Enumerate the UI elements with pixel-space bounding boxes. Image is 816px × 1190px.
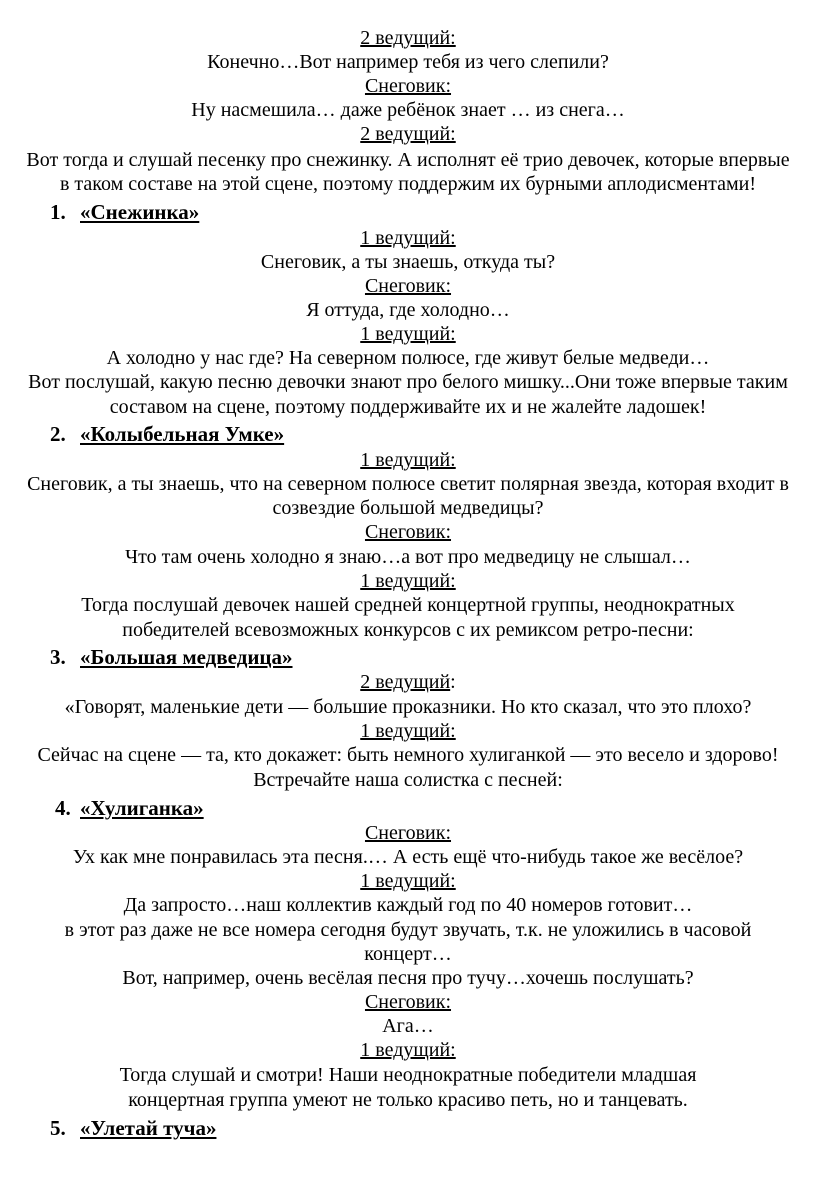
speaker-name: Снеговик: xyxy=(364,991,452,1013)
song-title: «Снежинка» xyxy=(80,200,200,224)
song-number: 3. xyxy=(50,645,66,669)
text-line: составом на сцене, поэтому поддерживайте их и не жалейте ладошек! xyxy=(109,396,707,418)
text-line: концертная группа умеют не только красиво петь, но и танцевать. xyxy=(128,1089,688,1111)
speaker-label xyxy=(0,520,816,544)
speaker-label xyxy=(0,26,816,50)
text-line: Встречайте наша солистка с песней: xyxy=(253,769,563,791)
text-line: Ну насмешила… даже ребёнок знает … из снега… xyxy=(191,99,625,121)
speaker-label xyxy=(0,226,816,250)
speaker-name: 1 ведущий: xyxy=(360,720,456,742)
text-line: Вот тогда и слушай песенку про снежинку. А исполнят её трио девочек, которые впервые xyxy=(26,149,790,171)
speaker-label xyxy=(0,1038,816,1062)
text-line: концерт… xyxy=(364,943,452,965)
text-line: Ух как мне понравилась эта песня.… А есть ещё что-нибудь такое же весёлое? xyxy=(72,846,744,868)
speaker-name: 1 ведущий: xyxy=(360,570,456,592)
speaker-label xyxy=(0,670,816,694)
speaker-label xyxy=(0,719,816,743)
song-number: 5. xyxy=(50,1116,66,1140)
text-line: Да запросто…наш коллектив каждый год по 40 номеров готовит… xyxy=(123,894,693,916)
text-line: в этот раз даже не все номера сегодня будут звучать, т.к. не уложились в часовой xyxy=(64,919,752,941)
text-line: Что там очень холодно я знаю…а вот про медведицу не слышал… xyxy=(125,546,691,568)
speaker-label xyxy=(0,74,816,98)
speaker-colon: : xyxy=(450,671,456,693)
speaker-label xyxy=(0,990,816,1014)
song-title: «Большая медведица» xyxy=(80,645,293,669)
song-title: «Улетай туча» xyxy=(80,1116,217,1140)
song-title: «Колыбельная Умке» xyxy=(80,422,285,446)
speaker-name: 2 ведущий xyxy=(360,671,451,693)
text-line: победителей всевозможных конкурсов с их ремиксом ретро-песни: xyxy=(122,619,694,641)
text-line: Снеговик, а ты знаешь, откуда ты? xyxy=(260,251,556,273)
speaker-name: 2 ведущий: xyxy=(360,27,456,49)
speaker-name: 1 ведущий: xyxy=(360,870,456,892)
speaker-name: 1 ведущий: xyxy=(360,449,456,471)
text-line: Ага… xyxy=(382,1015,434,1037)
speaker-label xyxy=(0,448,816,472)
song-number: 2. xyxy=(50,422,66,446)
text-line: Снеговик, а ты знаешь, что на северном полюсе светит полярная звезда, которая входит в xyxy=(27,473,789,495)
speaker-label xyxy=(0,322,816,346)
text-line: Я оттуда, где холодно… xyxy=(306,299,510,321)
text-line: Тогда слушай и смотри! Наши неоднократные победители младшая xyxy=(119,1064,697,1086)
song-title: «Хулиганка» xyxy=(80,796,204,820)
speaker-label xyxy=(0,869,816,893)
speaker-name: Снеговик: xyxy=(364,521,452,543)
speaker-label xyxy=(0,274,816,298)
text-line: Вот послушай, какую песню девочки знают про белого мишку...Они тоже впервые таким xyxy=(28,371,788,393)
speaker-name: 1 ведущий: xyxy=(360,1039,456,1061)
speaker-name: 2 ведущий: xyxy=(360,123,456,145)
speaker-label xyxy=(0,569,816,593)
speaker-name: 1 ведущий: xyxy=(360,227,456,249)
text-line: Вот, например, очень весёлая песня про тучу…хочешь послушать? xyxy=(122,967,694,989)
text-line: в таком составе на этой сцене, поэтому поддержим их бурными аплодисментами! xyxy=(59,173,756,195)
speaker-name: Снеговик: xyxy=(364,822,452,844)
speaker-name: Снеговик: xyxy=(364,275,452,297)
text-line: «Говорят, маленькие дети — большие проказники. Но кто сказал, что это плохо? xyxy=(64,696,752,718)
speaker-label xyxy=(0,821,816,845)
text-line: Конечно…Вот например тебя из чего слепили? xyxy=(207,51,609,73)
song-number: 4. xyxy=(55,796,71,820)
text-line: Тогда послушай девочек нашей средней концертной группы, неоднократных xyxy=(81,594,735,616)
speaker-name: Снеговик: xyxy=(364,75,452,97)
speaker-name: 1 ведущий: xyxy=(360,323,456,345)
text-line: созвездие большой медведицы? xyxy=(272,497,544,519)
text-line: А холодно у нас где? На северном полюсе, где живут белые медведи… xyxy=(106,347,710,369)
song-number: 1. xyxy=(50,200,66,224)
speaker-label xyxy=(0,122,816,146)
text-line: Сейчас на сцене — та, кто докажет: быть немного хулиганкой — это весело и здорово! xyxy=(37,744,779,766)
